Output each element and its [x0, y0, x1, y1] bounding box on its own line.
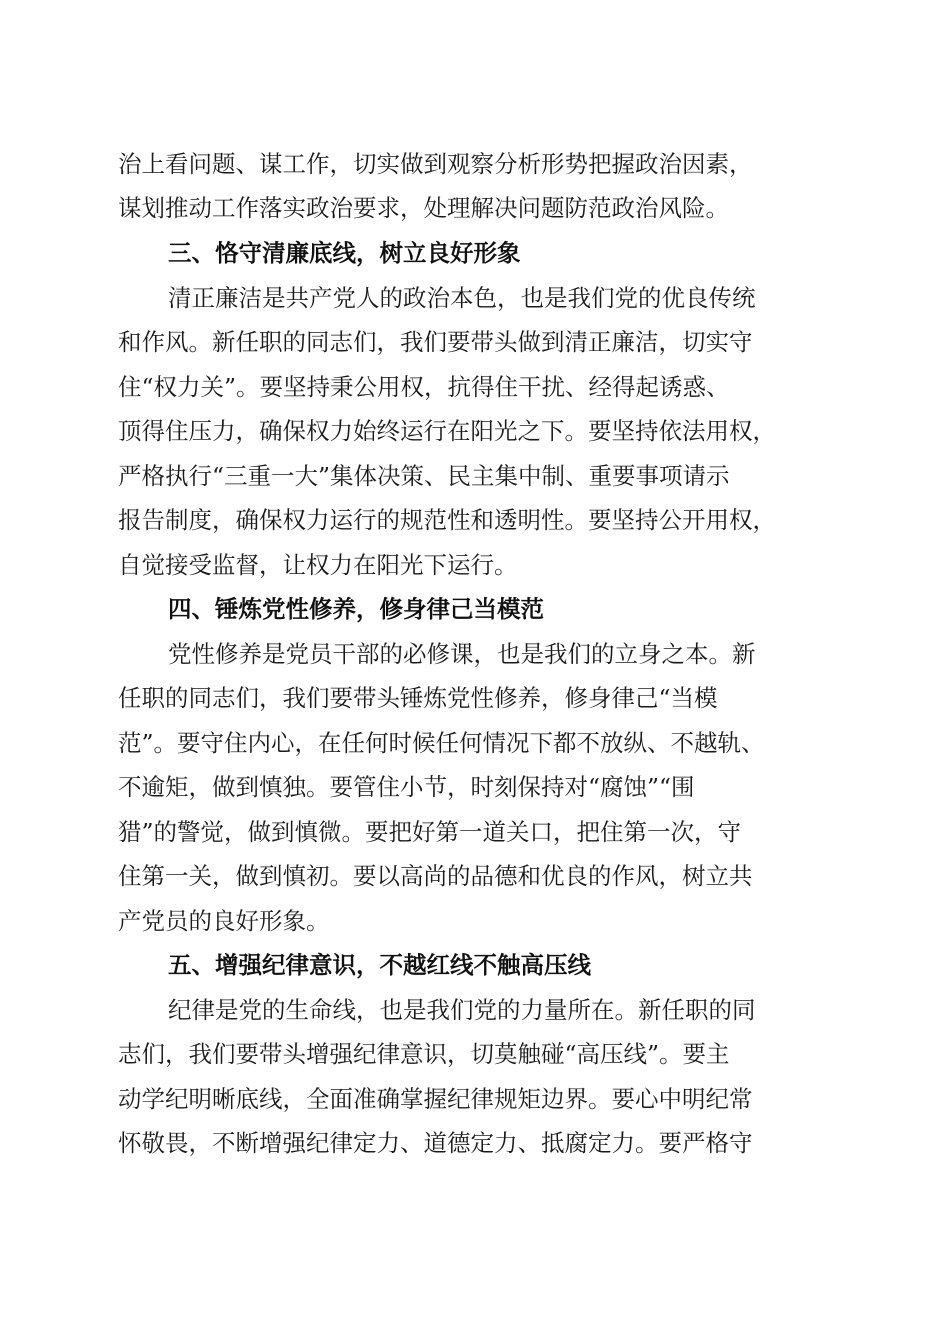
paragraph-line: 严格执行“三重一大”集体决策、民主集中制、重要事项请示: [118, 462, 730, 490]
section-heading-4: 四、锤炼党性修养，修身律己当模范: [168, 595, 544, 623]
paragraph-line: 产党员的良好形象。: [118, 907, 330, 935]
paragraph-line: 住第一关，做到慎初。要以高尚的品德和优良的作风，树立共: [118, 862, 753, 890]
paragraph-line: 范”。要守住内心，在任何时候任何情况下都不放纵、不越轨、: [118, 729, 765, 757]
paragraph-line: 治上看问题、谋工作，切实做到观察分析形势把握政治因素，: [118, 150, 753, 178]
section-heading-5: 五、增强纪律意识，不越红线不触高压线: [168, 951, 591, 979]
paragraph-line: 清正廉洁是共产党人的政治本色，也是我们党的优良传统: [168, 284, 756, 312]
paragraph-line: 顶得住压力，确保权力始终运行在阳光之下。要坚持依法用权，: [118, 417, 776, 445]
paragraph-line: 怀敬畏，不断增强纪律定力、道德定力、抵腐定力。要严格守: [118, 1129, 753, 1157]
paragraph-line: 报告制度，确保权力运行的规范性和透明性。要坚持公开用权，: [118, 506, 776, 534]
paragraph-line: 任职的同志们，我们要带头锤炼党性修养，修身律己“当模: [118, 684, 718, 712]
paragraph-line: 猎”的警觉，做到慎微。要把好第一道关口，把住第一次，守: [118, 818, 742, 846]
paragraph-line: 动学纪明晰底线，全面准确掌握纪律规矩边界。要心中明纪常: [118, 1085, 753, 1113]
paragraph-line: 党性修养是党员干部的必修课，也是我们的立身之本。新: [168, 640, 756, 668]
paragraph-line: 志们，我们要带头增强纪律意识，切莫触碰“高压线”。要主: [118, 1040, 730, 1068]
paragraph-line: 住“权力关”。要坚持秉公用权，抗得住干扰、经得起诱惑、: [118, 373, 730, 401]
section-heading-3: 三、恪守清廉底线，树立良好形象: [168, 239, 521, 267]
paragraph-line: 自觉接受监督，让权力在阳光下运行。: [118, 551, 518, 579]
paragraph-line: 纪律是党的生命线，也是我们党的力量所在。新任职的同: [168, 996, 756, 1024]
paragraph-line: 和作风。新任职的同志们，我们要带头做到清正廉洁，切实守: [118, 328, 753, 356]
paragraph-line: 谋划推动工作落实政治要求，处理解决问题防范政治风险。: [118, 194, 729, 222]
paragraph-line: 不逾矩，做到慎独。要管住小节，时刻保持对“腐蚀”“围: [118, 773, 695, 801]
